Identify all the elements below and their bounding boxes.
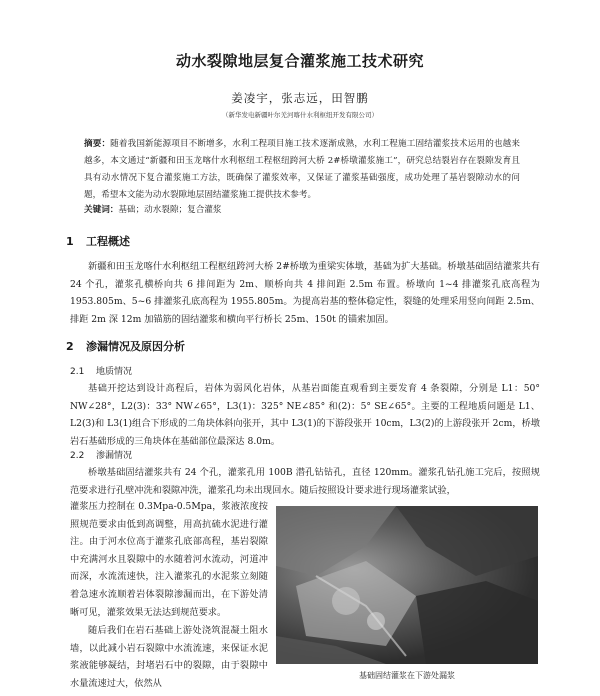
figure-photo — [276, 506, 538, 664]
rock-texture-graphic — [276, 506, 538, 664]
abstract — [84, 136, 520, 204]
paper-title: 动水裂隙地层复合灌浆施工技术研究 — [175, 52, 424, 70]
paper-authors: 姜凌宇，张志远，田智鹏 — [231, 91, 369, 105]
section-2-title: 渗漏情况及原因分析 — [86, 340, 185, 353]
section-1-number: 1 — [66, 235, 74, 248]
section-1-heading — [66, 233, 130, 249]
section-2-2-number: 2.2 — [70, 451, 85, 461]
section-2-1-heading — [70, 364, 132, 377]
abstract-text: 随着我国新能源项目不断增多，水利工程项目施工技术逐渐成熟，水利工程施工固结灌浆技术运用的也越来越多，本文通过“新疆和田玉龙喀什水利枢纽工程枢纽跨河大桥 2#桥墩灌浆施工”，研究总结裂岩存在裂隙发育且具有动水情况下复合灌浆施工方法，既确保了灌浆效率，又保证了灌浆基础强度，成功处理了基岩裂隙动水的问题，希望本文能为动水裂隙地层固结灌浆施工提供技术参考。 — [84, 139, 520, 200]
abstract-label: 摘要： — [84, 139, 111, 149]
section-2-1-title: 地质情况 — [96, 367, 133, 377]
section-2-2-paragraph-full: 桥墩基础固结灌浆共有 24 个孔，灌浆孔用 100B 潜孔钻钻孔，直径 120mm。灌浆孔钻孔施工完后，按照规范要求进行孔壁冲洗和裂隙冲洗，灌浆孔均未出现回水。随后按照设计要求进行现场灌浆试验， — [70, 467, 540, 496]
keywords — [84, 203, 520, 215]
section-2-2-paragraph-column: 灌浆压力控制在 0.3Mpa-0.5Mpa，浆液浓度按照规范要求由低到高调整，用高抗硫水泥进行灌注。由于河水位高于灌浆孔底部高程，基岩裂隙中充满河水且裂隙中的水随着河水流动，河道冲而深，水流流速快，注入灌浆孔的水泥浆立刻随着急速水流顺着岩体裂隙渗漏而出，在下游处清晰可见，灌浆效果无法达到规范要求。 — [70, 501, 268, 618]
keywords-label: 关键词： — [84, 205, 119, 215]
section-2-heading — [66, 338, 185, 354]
keywords-text: 基础；动水裂隙；复合灌浆 — [118, 205, 222, 215]
section-2-1-paragraph: 基础开挖达到设计高程后，岩体为弱风化岩体，从基岩面能直观看到主要发育 4 条裂隙，分别是 L1：50° NW∠28°，L2(3)：33° NW∠65°，L3(1)：325° NE∠85° 和(2)：5° SE∠65°。主要的工程地质问题是 L1、L2(3)和 L3(1)组合下形成的二角块体斜向张开，其中 L3(1)的下游段张开 10cm，L3(2)的上游段张开 2cm，桥墩岩石基础形成的三角块体在基础部位最深达 8.0m。 — [70, 383, 540, 447]
figure-caption: 基础固结灌浆在下游处漏浆 — [359, 671, 455, 680]
section-2-2-title: 渗漏情况 — [96, 451, 133, 461]
section-2-1-number: 2.1 — [70, 367, 85, 377]
section-2-number: 2 — [66, 340, 74, 353]
section-2-2-paragraph-next: 随后我们在岩石基础上游处浇筑混凝土阻水墙，以此减小岩石裂隙中水流流速，来保证水泥浆液能够凝结，封堵岩石中的裂隙，由于裂隙中水量流速过大，依然从 — [70, 625, 268, 689]
paper-affiliation: （新华发电新疆叶尔羌河喀什水利枢纽开发有限公司） — [222, 111, 378, 119]
section-1-paragraph: 新疆和田玉龙喀什水利枢纽工程枢纽跨河大桥 2#桥墩为重梁实体墩，基础为扩大基础。桥墩基础固结灌浆共有 24 个孔，灌浆孔横桥向共 6 排间距为 2m、顺桥向共 4 排间距 2.5m 布置。桥墩向 1~4 排灌浆孔底高程为 1953.805m、5~6 排灌浆孔底高程为 1955.805m。为提高岩基的整体稳定性，裂缝的处理采用竖向间距 2.5m、排距 2m 深 12m 加锚筋的固结灌浆和横向平行桥长 25m、150t 的锚索加固。 — [70, 261, 540, 325]
section-2-2-heading — [70, 448, 132, 461]
section-1-title: 工程概述 — [86, 235, 130, 248]
